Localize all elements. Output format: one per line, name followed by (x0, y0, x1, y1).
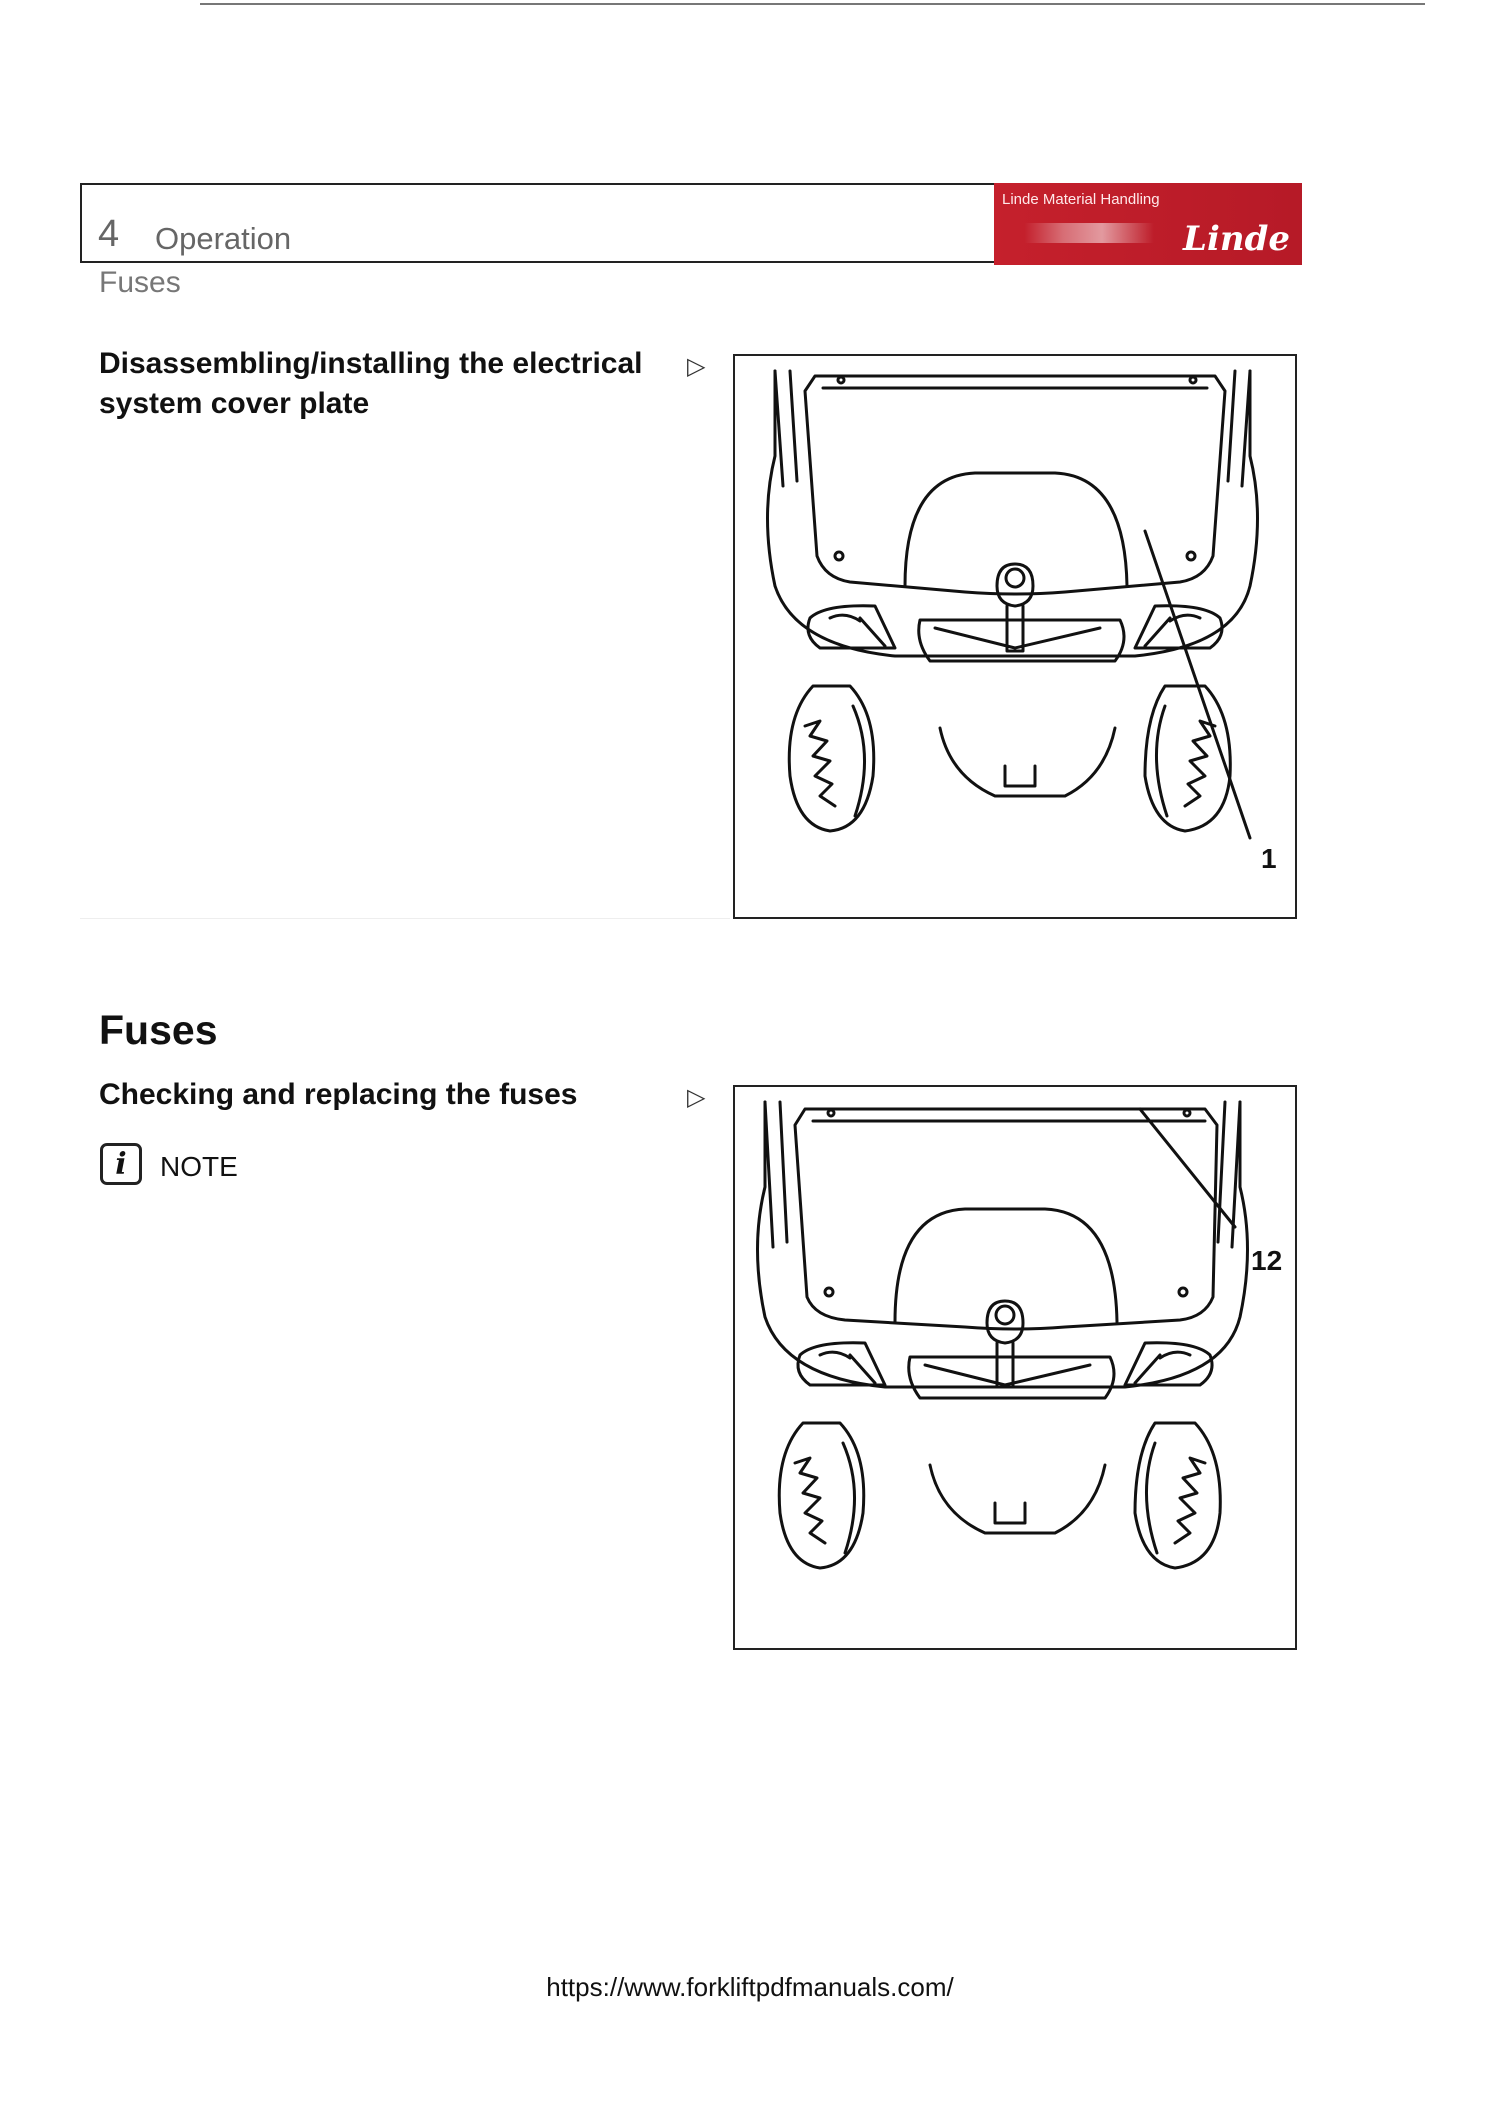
linde-logo (994, 183, 1302, 265)
cover-plate-heading: Disassembling/installing the electrical system cover plate (99, 347, 643, 420)
logo-brand-name: Linde (1183, 219, 1290, 259)
checking-fuses-heading: Checking and replacing the fuses (99, 1078, 578, 1111)
chapter-title: Operation (155, 221, 292, 256)
figure-pointer-icon: ▷ (687, 353, 706, 380)
chapter-number: 4 (98, 213, 120, 255)
figure-callout: 1 (1261, 843, 1277, 874)
logo-band (1024, 223, 1154, 243)
info-icon: i (100, 1143, 142, 1185)
logo-company-name: Linde Material Handling (1002, 191, 1160, 208)
footer-url: https://www.forkliftpdfmanuals.com/ (546, 1972, 954, 2002)
note-label: NOTE (160, 1151, 238, 1182)
figure-pointer-icon: ▷ (687, 1084, 706, 1111)
forklift-rear-illustration (735, 1087, 1295, 1648)
section-subtitle: Fuses (99, 266, 181, 299)
figure-callout: 12 (1251, 1245, 1283, 1276)
fuses-figure (733, 1085, 1297, 1650)
forklift-rear-illustration (735, 356, 1295, 917)
page-header (80, 183, 1302, 263)
cover-plate-figure (733, 354, 1297, 919)
fuses-heading: Fuses (99, 1007, 218, 1053)
section-divider (80, 918, 730, 919)
top-rule (200, 3, 1425, 5)
